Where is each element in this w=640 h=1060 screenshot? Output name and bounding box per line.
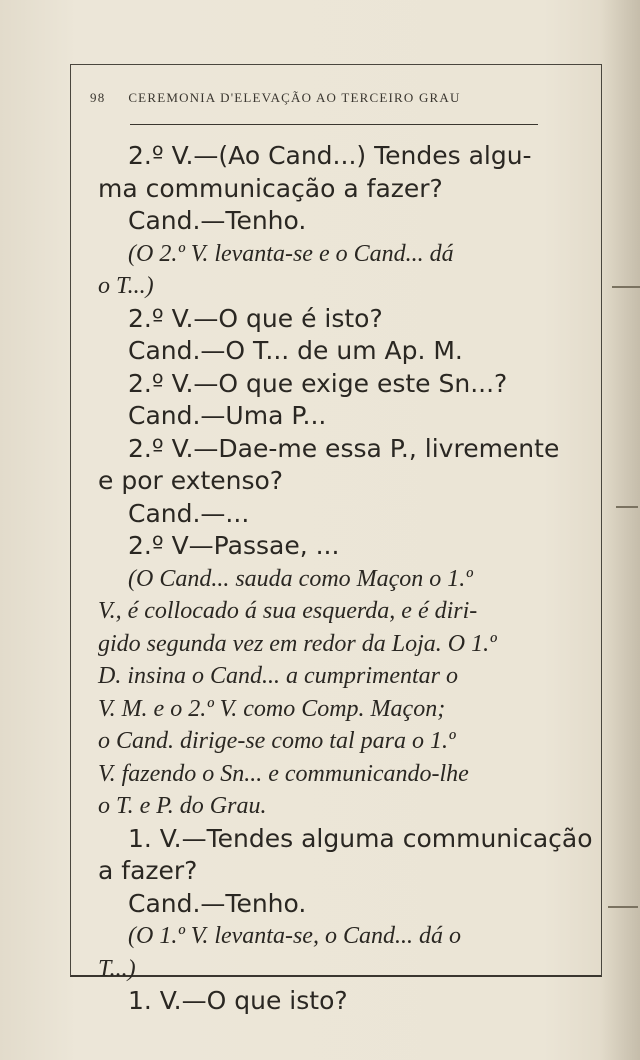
running-header: [90, 90, 580, 106]
text-line: gido segunda vez em redor da Loja. O 1.º: [98, 630, 497, 657]
text-line: ma communicação a fazer?: [98, 173, 443, 203]
text-line: (O 1.º V. levanta-se, o Cand... dá o: [128, 923, 461, 949]
text-line: T...): [98, 955, 136, 982]
text-line: 2.º V.—O que exige este Sn...?: [128, 368, 508, 398]
margin-mark: [616, 506, 638, 508]
text-line: D. insina o Cand... a cumprimentar o: [98, 663, 458, 689]
text-line: (O Cand... sauda como Maçon o 1.º: [128, 565, 473, 592]
page-number: 98: [90, 90, 106, 105]
header-rule: [130, 124, 538, 125]
text-line: Cand.—O T... de um Ap. M.: [128, 336, 463, 365]
text-line: Cand.—Uma P...: [128, 401, 327, 430]
body-text: [98, 140, 593, 1018]
margin-mark: [612, 286, 640, 288]
text-line: 2.º V.—Dae-me essa P., livremente: [128, 433, 560, 463]
text-line: Cand.—...: [128, 498, 250, 528]
text-line: V. fazendo o Sn... e communicando-lhe: [98, 760, 469, 787]
text-line: 2.º V—Passae, ...: [128, 531, 340, 560]
text-line: o Cand. dirige-se como tal para o 1.º: [98, 728, 456, 754]
text-line: V. M. e o 2.º V. como Comp. Maçon;: [98, 695, 446, 722]
page-edge-shadow: [600, 0, 640, 1060]
text-line: Cand.—Tenho.: [128, 888, 307, 918]
text-line: 1. V.—O que isto?: [128, 986, 348, 1015]
text-line: (O 2.º V. levanta-se e o Cand... dá: [128, 240, 454, 267]
text-line: a fazer?: [98, 856, 198, 885]
margin-mark: [608, 906, 638, 908]
text-line: o T...): [98, 273, 154, 299]
text-line: 1. V.—Tendes alguma communicação: [128, 823, 593, 853]
running-title: CEREMONIA D'ELEVAÇÃO AO TERCEIRO GRAU: [128, 90, 461, 105]
text-line: e por extenso?: [98, 466, 284, 495]
text-line: Cand.—Tenho.: [128, 206, 307, 235]
text-line: V., é collocado á sua esquerda, e é diri-: [98, 598, 478, 624]
text-line: 2.º V.—(Ao Cand...) Tendes algu-: [128, 141, 532, 170]
text-line: o T. e P. do Grau.: [98, 793, 267, 819]
text-line: 2.º V.—O que é isto?: [128, 303, 383, 333]
